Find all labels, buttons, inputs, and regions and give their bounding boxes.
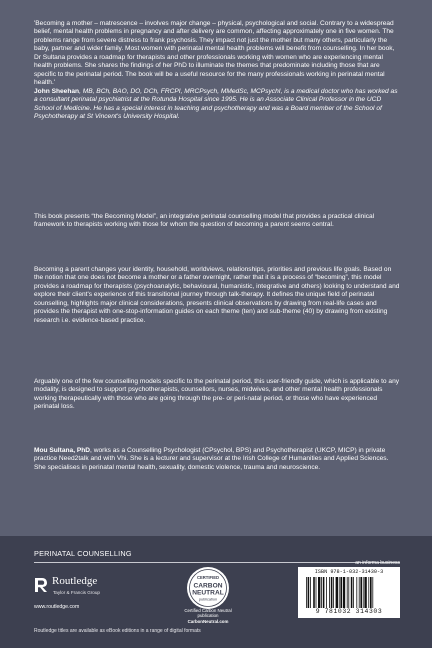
- barcode-bar: [318, 577, 320, 608]
- carbon-sub: publication: [197, 613, 219, 619]
- barcode-bar: [321, 577, 322, 608]
- barcode-bar: [326, 577, 327, 608]
- barcode-bar: [356, 577, 357, 608]
- publisher-group: Taylor & Francis Group: [53, 590, 100, 595]
- barcode-bar: [370, 577, 372, 608]
- barcode-bar: [363, 577, 364, 608]
- author-bio-block: [34, 447, 400, 472]
- barcode-bar: [368, 577, 369, 608]
- description-paragraph-1: [34, 213, 400, 230]
- description-paragraph-3: [34, 378, 400, 412]
- publisher-url: www.routledge.com: [34, 604, 80, 610]
- subject-category: PERINATAL COUNSELLING: [34, 549, 132, 558]
- barcode-bar: [339, 577, 340, 608]
- isbn-barcode: [298, 567, 400, 618]
- endorsement-quote: 'Becoming a mother – matrescence – involves major change – physical, psychological and social. Contrary to a widespread belief, mental health problems in pregnancy and after delivery are common, affecting approximately one in five women. The problems range from severe distress to frank psychosis. They impact not just the mother but many others, particularly the baby, partner and wider family. Most women with perinatal mental health problems will benefit from counselling. In her book, Dr Sultana provides a roadmap for therapists and other professionals working with women who are experiencing mental health problems. She shares the findings of her PhD to illuminate the themes that predominate including those that are specific to the perinatal period. The book will be a useful resource for the many professionals working in perinatal mental health.': [34, 20, 395, 87]
- barcode-bar: [343, 577, 345, 608]
- author-bio: , works as a Counselling Psychologist (CPsychol, BPS) and Psychotherapist (UKCP, MICP) in private practice Need2talk and with Vhi. She is a lecturer and supervisor at the Irish College of Humanities and Applied Sciences. She specialises in perinatal mental health, sexuality, domestic violence, trauma and neuroscience.: [34, 447, 389, 471]
- barcode-bar: [331, 577, 333, 608]
- carbon-url: CarbonNeutral.com: [187, 618, 229, 624]
- ebook-note: Routledge titles are available as eBook editions in a range of digital formats: [34, 628, 201, 634]
- endorser-name: John Sheehan: [34, 87, 80, 95]
- barcode-bar: [329, 577, 330, 608]
- barcode-bar: [359, 577, 360, 608]
- barcode-bar: [333, 577, 334, 608]
- informa-business-label: an informa business: [355, 560, 400, 566]
- barcode-bar: [372, 577, 373, 608]
- barcode-bar: [351, 577, 353, 608]
- carbon-label: Certified Carbon Neutral: [184, 608, 232, 613]
- para-2-text: Becoming a parent changes your identity, household, worldviews, relationships, priorities and previous life goals. Based on the notion that one does not become a mother or a father overnight, rather that it is a process of “becoming”, this model provides a roadmap for therapists (psychoanalytic, behavioural, humanistic, integrative and others) looking to understand and explore their client's experience of this transitional journey through talk-therapy. It defines the unique field of perinatal counselling, highlights major clinical considerations, presents clinical observations by drawing from real-life cases and provides the therapist with one-stop-information guides on each theme (ten) and sub-theme (40) by drawing from existing research i.e. evidence-based practice.: [34, 266, 400, 324]
- barcode-bar: [306, 577, 307, 608]
- barcode-bar: [364, 577, 366, 608]
- badge-top-text: CERTIFIED: [196, 575, 220, 580]
- isbn-text: ISBN 978-1-032-31430-3: [314, 569, 384, 575]
- para-3-text: Arguably one of the few counselling models specific to the perinatal period, this user-friendly guide, which is applicable to any modality, is designed to support psychotherapists, counsellors, nurses, midwives, and other mental health professionals working therapeutically with those who are going through the pre- or peri-natal period, or those who have experienced perinatal loss.: [34, 378, 400, 411]
- barcode-digits: 9 781032 314303: [315, 608, 383, 615]
- barcode-bar: [310, 577, 311, 608]
- barcode-bar: [313, 577, 315, 608]
- barcode-bar: [353, 577, 354, 608]
- barcode-bar: [323, 577, 325, 608]
- barcode-bar: [316, 577, 317, 608]
- carbon-neutral-caption: [168, 608, 248, 624]
- barcode-bar: [336, 577, 338, 608]
- badge-main-text-1: CARBON: [193, 582, 223, 590]
- endorsement-block: [34, 20, 400, 121]
- endorser-credentials: , MB, BCh, BAO, DO, DCh, FRCPI, MRCPsych, MMedSc, MCPsychI, is a medical doctor who has worked as a consultant perinatal psychiatrist at the Rotunda Hospital since 1995. He is an Associate Clinical Professor in the UCD School of Medicine. He has a special interest in teaching and psychotherapy and was a Board member of the School of Psychotherapy at St Vincent's University Hospital.: [34, 87, 398, 120]
- barcode-bar: [340, 577, 342, 608]
- barcode-bars: [306, 577, 392, 608]
- author-name: Mou Sultana, PhD: [34, 447, 91, 454]
- barcode-bar: [348, 577, 349, 608]
- barcode-bar: [308, 577, 310, 608]
- badge-bottom-text: publication: [198, 597, 218, 602]
- barcode-bar: [347, 577, 348, 608]
- publisher-name: Routledge: [52, 575, 98, 587]
- badge-main-text-2: NEUTRAL: [192, 589, 224, 597]
- carbon-neutral-badge-icon: [186, 566, 230, 610]
- para-1-text: This book presents “the Becoming Model”, an integrative perinatal counselling model that provides a practical clinical framework to therapists working with those for whom the question of becoming a parent seems central.: [34, 213, 375, 229]
- description-paragraph-2: [34, 266, 400, 325]
- routledge-r-logo-icon: [34, 577, 48, 593]
- barcode-bar: [360, 577, 362, 608]
